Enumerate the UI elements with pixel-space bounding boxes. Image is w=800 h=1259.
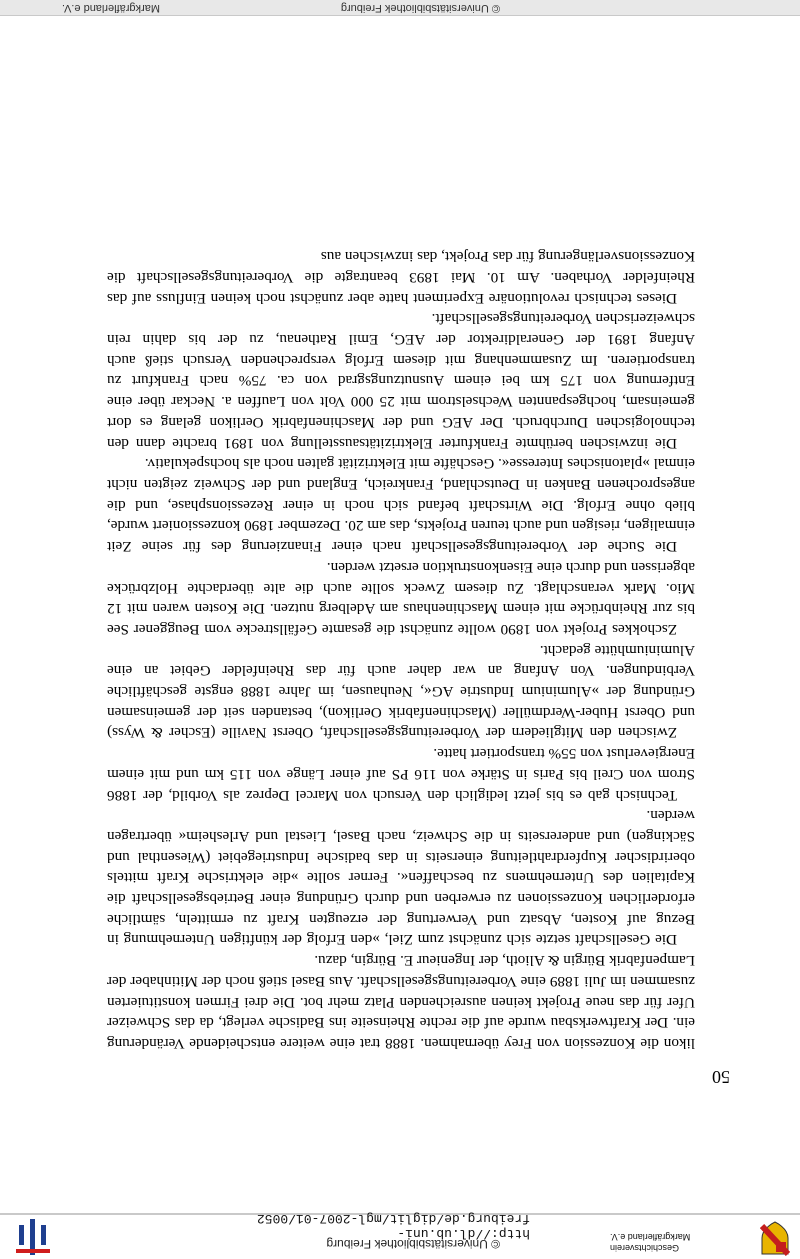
paragraph: Die inzwischen berühmte Frankfurter Elektrizitätsausstellung von 1891 brachte dann den technologischen Durchbruch. Der AEG und der Maschinenfabrik Oerlikon gelang es dort gemeinsam, hochgespannten Wechselstrom mit 25 000 Volt von Lauffen a. Neckar über eine Entfernung von 175 km bei einem Ausnutzungsgrad von ca. 75% nach Frankfurt zu transportieren. Im Zusammenhang mit diesem Erfolg versprechenden Versuch stieß auch Anfang 1891 der Generaldirektor der AEG, Emil Rathenau, zu der bis dahin rein schweizerischen Vorbereitungsgesellschaft. — [107, 310, 695, 452]
paragraph: Zschokkes Projekt von 1890 wollte zunächst die gesamte Gefällstrecke vom Beuggener See bis zur Rheinbrücke mit einem Maschinenhaus am Adelberg nutzen. Die Kosten waren mit 12 Mio. Mark veranschlagt. Zu diesem Zweck sollte auch die alte überdachte Holzbrücke abgerissen und durch eine Eisenkonstruktion ersetzt werden. — [107, 558, 695, 638]
paragraph: likon die Konzession von Frey übernahmen. 1888 trat eine weitere entscheidende Veränderung ein. Der Kraftwerksbau wurde auf die rechte Rheinseite ins Badische verlegt, da das Schweizer Ufer für das neue Projekt keinen ausreichenden Platz mehr bot. Die drei Firmen konstituierten zusammen im Juli 1889 eine Vorbereitungsgesellschaft. Aus Basel stieß noch der Mitinhaber der Lampenfabrik Bürgin & Alioth, der Ingenieur E. Bürgin, dazu. — [107, 952, 695, 1052]
header-copyright: © Universitätsbibliothek Freiburg — [326, 1237, 500, 1251]
society-label — [610, 1231, 740, 1253]
digitization-footer — [0, 0, 800, 16]
footer-society: Markgräflerland e.V. — [61, 2, 160, 14]
paragraph: Dieses technisch revolutionäre Experiment hatte aber zunächst noch keinen Einfluss auf das Rheinfelder Vorhaben. Am 10. Mai 1893 beantragte die Vorbereitungsgesellschaft die Konzessionsverlängerung für das Projekt, das inzwischen aus — [107, 248, 695, 307]
paragraph: Technisch gab es bis jetzt lediglich den Versuch von Marcel Deprez als Vorbild, der 1886 Strom von Creil bis Paris in Stärke von 116 PS auf einer Länge von 115 km und mit einem Energieverlust von 55% transportiert hatte. — [107, 745, 695, 804]
document-text — [107, 246, 695, 1053]
paragraph: Zwischen den Mitgliedern der Vorbereitungsgesellschaft, Oberst Naville (Escher & Wyss) und Oberst Huber-Werdmüller (Maschinenfabrik Oerlikon), bestanden seit der gemeinsamen Gründung der »Aluminium Industrie AG«, Neuhausen, im Jahre 1888 engste geschäftliche Verbindungen. Von Anfang an war daher auch für das Rheinfelder Gebiet an eine Aluminiumhütte gedacht. — [107, 641, 695, 742]
digitization-header — [0, 1213, 800, 1259]
footer-copyright: © Universitätsbibliothek Freiburg — [340, 2, 500, 14]
paragraph: Die Suche der Vorbereitungsgesellschaft nach einer Finanzierung des für seine Zeit einmaligen, riesigen und auch teuren Projekts, das am 20. Dezember 1890 konzessioniert wurde, blieb ohne Erfolg. Die Wirtschaft befand sich noch in einer Rezessionsphase, und die angesprochenen Banken in Deutschland, Frankreich, England und der Schweiz zeigten nicht einmal »platonisches Interesse«. Geschäfte mit Elektrizität galten noch als hochspekulativ. — [107, 455, 695, 556]
university-logo-icon — [16, 1219, 50, 1255]
paragraph: Die Gesellschaft setzte sich zunächst zum Ziel, »den Erfolg der künftigen Unternehmung in Bezug auf Kosten, Absatz und Verwertung der erzeugten Kraft zu ermitteln, sämtliche erforderlichen Konzessionen zu erwerben und durch Gründung einer Betriebsgesellschaft die Kapitalien des Unternehmens zu beschaffen«. Ferner sollte »die elektrische Kraft mittels oberirdischer Kupferdrahtleitung einerseits in das badische Industriegebiet (Wiesenthal und Säckingen) und andererseits in die Schweiz, nach Basel, Liestal und Arlesheim« übertragen werden. — [107, 807, 695, 949]
society-crest-icon — [760, 1220, 790, 1256]
society-line-1: Geschichtsverein — [610, 1243, 680, 1253]
document-url-link[interactable]: http://dl.ub.uni-freiburg.de/diglit/mgl-2007-01/0052 — [256, 1211, 530, 1241]
page-number: 50 — [712, 1067, 730, 1087]
society-line-2: Markgräflerland e.V. — [610, 1232, 691, 1242]
